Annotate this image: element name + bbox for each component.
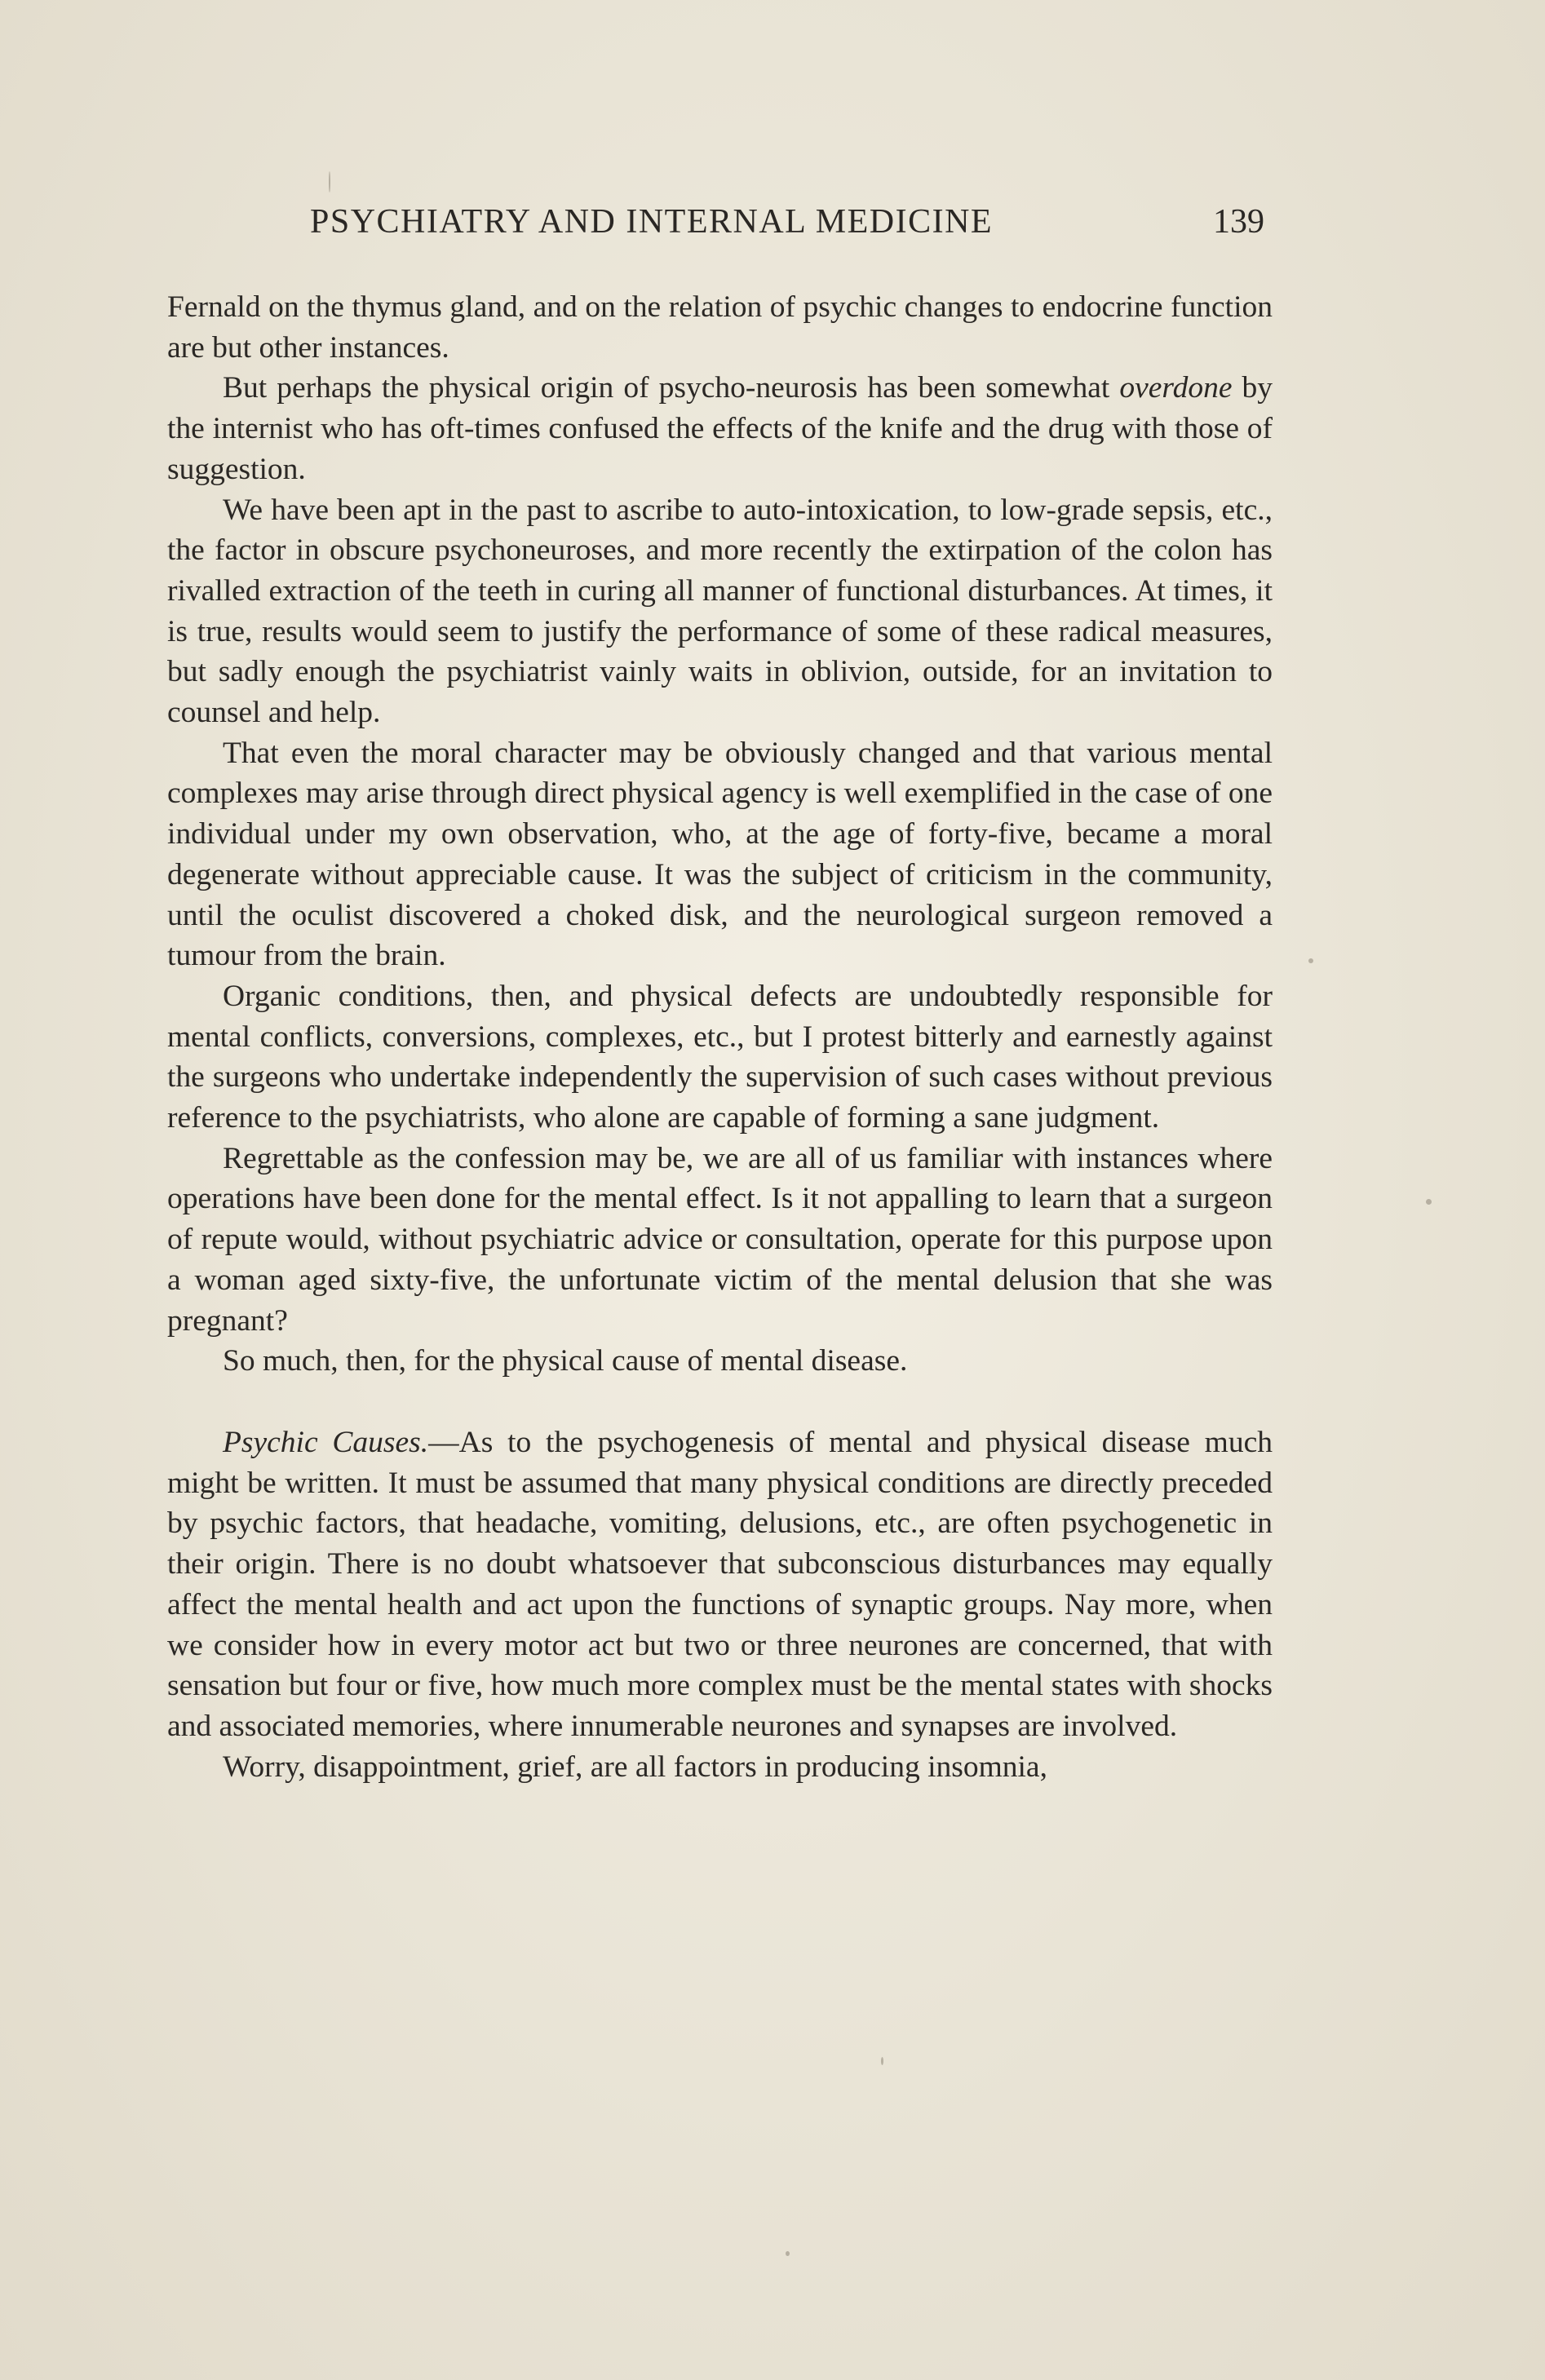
paragraph-text: by the internist who has oft-times confused the effects of the knife and the drug with those of suggestion. (167, 371, 1273, 486)
paragraph-regrettable: Regrettable as the confession may be, we are all of us familiar with instances where operations have been done for the mental effect. Is it not appalling to learn that a surgeon of repute would, without psychiatric advice or consultation, operate for this purpose upon a woman aged sixty-five, the unfortunate victim of the mental delusion that she was pregnant? (167, 1141, 1273, 1338)
running-head: PSYCHIATRY AND INTERNAL MEDICINE (310, 203, 994, 241)
paragraph-auto-intoxication: We have been apt in the past to ascribe to auto-intoxication, to low-grade sepsis, etc., the factor in obscure psychoneuroses, and more recently the extirpation of the colon has rivalled extraction of the teeth in curing all manner of functional disturbances. At times, it is true, results would seem to justify the performance of some of these radical measures, but sadly enough the psychiatrist vainly waits in oblivion, outside, for an invitation to counsel and help. (167, 493, 1273, 730)
paragraph-continuation: Fernald on the thymus gland, and on the relation of psychic changes to endocrine function are but other instances. (167, 290, 1273, 365)
paragraph-text: But perhaps the physical origin of psycho-neurosis has been somewhat (223, 371, 1120, 405)
paragraph-internist (167, 368, 1273, 489)
paragraph-text: —As to the psychogenesis of mental and physical disease much might be written. It must be assumed that many physical conditions are directly preceded by psychic factors, that headache, vomiting, delusions, etc., are often psychogenetic in their origin. There is no doubt whatsoever that subconscious disturbances may equally affect the mental health and act upon the functions of synaptic groups. Nay more, when we consider how in every motor act but two or three neurones are concerned, that with sensation but four or five, how much more complex must be the mental states with shocks and associated memories, where innumerable neurones and synapses are involved. (167, 1425, 1273, 1743)
body-text (167, 287, 1273, 1787)
paragraph-psychic-causes (167, 1422, 1273, 1747)
emphasis-overdone: overdone (1119, 371, 1233, 405)
paper-speck (1426, 1199, 1432, 1205)
section-heading-psychic-causes: Psychic Causes. (223, 1425, 429, 1459)
paragraph-moral-character: That even the moral character may be obviously changed and that various mental complexes may arise through direct physical agency is well exemplified in the case of one individual under my own observation, who, at the age of forty-five, became a moral degenerate without appreciable cause. It was the subject of criticism in the community, until the oculist discovered a choked disk, and the neurological surgeon removed a tumour from the brain. (167, 736, 1273, 973)
section-gap (167, 1382, 1273, 1422)
paragraph-organic-conditions: Organic conditions, then, and physical defects are undoubtedly responsible for mental conflicts, conversions, complexes, etc., but I protest bitterly and earnestly against the surgeons who undertake independently the supervision of such cases without previous reference to the psychiatrists, who alone are capable of forming a sane judgment. (167, 979, 1273, 1135)
page-number: 139 (1213, 203, 1264, 241)
page-header (310, 202, 1264, 251)
paragraph-worry: Worry, disappointment, grief, are all factors in producing insomnia, (223, 1750, 1047, 1784)
paragraph-physical-cause: So much, then, for the physical cause of mental disease. (223, 1344, 908, 1378)
paper-speck (329, 171, 330, 192)
paper-speck (786, 2251, 790, 2256)
paper-speck (881, 2057, 883, 2065)
paper-speck (1308, 958, 1313, 963)
